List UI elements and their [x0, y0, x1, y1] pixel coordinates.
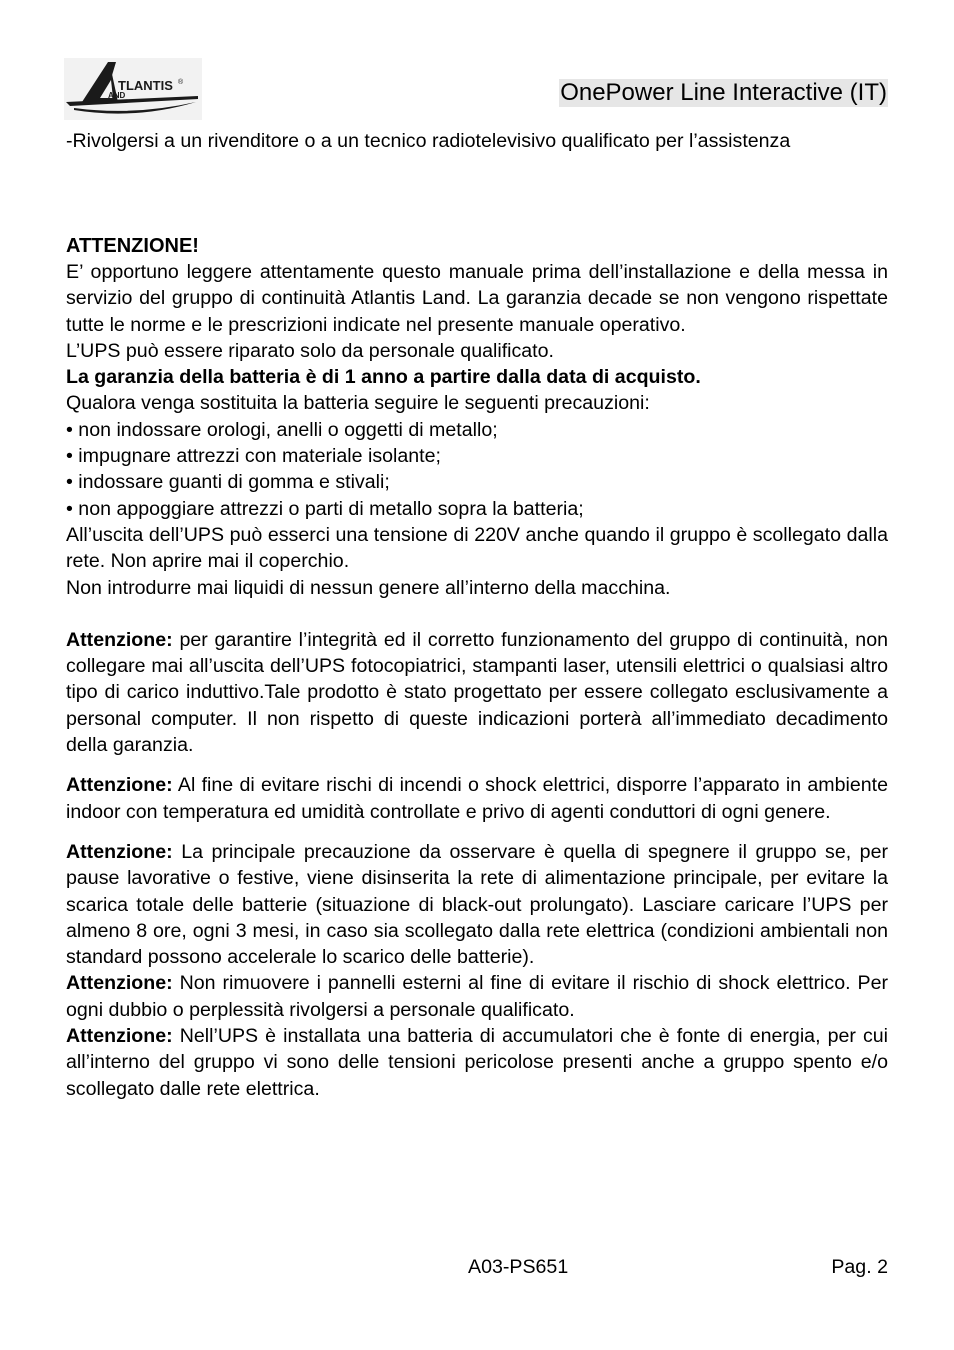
logo-text-top: TLANTIS — [118, 78, 173, 93]
bullet-item: • impugnare attrezzi con materiale isolante; — [66, 445, 441, 468]
page-header-title: OnePower Line Interactive (IT) — [560, 79, 887, 106]
footer-document-code: A03-PS651 — [468, 1256, 569, 1278]
warning-paragraph-4: Qualora venga sostituita la batteria seguire le seguenti precauzioni: — [66, 392, 650, 415]
bullet-item: • non indossare orologi, anelli o oggetti di metallo; — [66, 418, 498, 441]
attention-label: Attenzione: — [66, 972, 173, 995]
attention-text: Nell’UPS è installata una batteria di accumulatori che è fonte di energia, per cui all’interno del gruppo vi sono delle tensioni pericolose presenti anche a gruppo spento e/o scollegato dalle rete elettrica. — [66, 1025, 888, 1100]
atlantis-land-logo — [64, 58, 202, 120]
attention-note-3 — [66, 839, 888, 970]
logo-text-bottom: AND — [108, 91, 126, 100]
main-section — [66, 233, 888, 1102]
footer-page-number: Pag. 2 — [831, 1256, 888, 1278]
intro-paragraph: -Rivolgersi a un rivenditore o a un tecnico radiotelevisivo qualificato per l’assistenza — [66, 130, 791, 152]
attention-note-2 — [66, 772, 888, 825]
attention-label: Attenzione: — [66, 840, 173, 863]
attention-text: La principale precauzione da osservare è quella di spegnere il gruppo se, per pause lavorative o festive, viene disinserita la rete di alimentazione principale, per evitare la scarica totale delle batterie (situazione di black-out prolungato). Lasciare caricare l’UPS per almeno 8 ore, ogni 3 mesi, in caso sia scollegato dalla rete elettrica (condizioni ambientali non standard possono accelerale lo scarico delle batterie). — [66, 840, 888, 969]
bullet-item: • indossare guanti di gomma e stivali; — [66, 471, 390, 494]
warning-paragraph-5: All’uscita dell’UPS può esserci una tensione di 220V anche quando il gruppo è scollegato dalla rete. Non aprire mai il coperchio. — [66, 523, 888, 573]
battery-warranty-notice: La garanzia della batteria è di 1 anno a partire dalla data di acquisto. — [66, 366, 701, 389]
attention-note-5 — [66, 1023, 888, 1102]
attention-note-4 — [66, 970, 888, 1023]
attention-label: Attenzione: — [66, 774, 173, 797]
warning-paragraph-6: Non introdurre mai liquidi di nessun genere all’interno della macchina. — [66, 576, 671, 599]
intro-section — [66, 128, 888, 154]
attention-text: Al fine di evitare rischi di incendi o shock elettrici, disporre l’apparato in ambiente indoor con temperatura ed umidità controllate e privo di agenti conduttori di ogni genere. — [66, 774, 888, 823]
bullet-item: • non appoggiare attrezzi o parti di metallo sopra la batteria; — [66, 497, 584, 520]
warning-heading: ATTENZIONE! — [66, 235, 199, 257]
warning-paragraph-1: E’ opportuno leggere attentamente questo manuale prima dell’installazione e della messa in servizio del gruppo di continuità Atlantis Land. La garanzia decade se non vengono rispettate tutte le norme e le prescrizioni indicate nel presente manuale operativo. — [66, 261, 888, 336]
attention-note-1 — [66, 627, 888, 758]
attention-text: Non rimuovere i pannelli esterni al fine di evitare il rischio di shock elettrico. Per ogni dubbio o perplessità rivolgersi a personale qualificato. — [66, 972, 888, 1021]
logo-registered-mark: ® — [178, 79, 184, 86]
warning-paragraph-2: L’UPS può essere riparato solo da personale qualificato. — [66, 339, 554, 362]
attention-label: Attenzione: — [66, 1025, 173, 1048]
attention-text: per garantire l’integrità ed il corretto funzionamento del gruppo di continuità, non collegare mai all’uscita dell’UPS fotocopiatrici, stampanti laser, utensili elettrici o qualsiasi altro tipo di carico induttivo.Tale prodotto è stato progettato per essere collegato esclusivamente a personal computer. Il non rispetto di queste indicazioni porterà all’immediato decadimento della garanzia. — [66, 628, 888, 757]
attention-label: Attenzione: — [66, 628, 173, 651]
